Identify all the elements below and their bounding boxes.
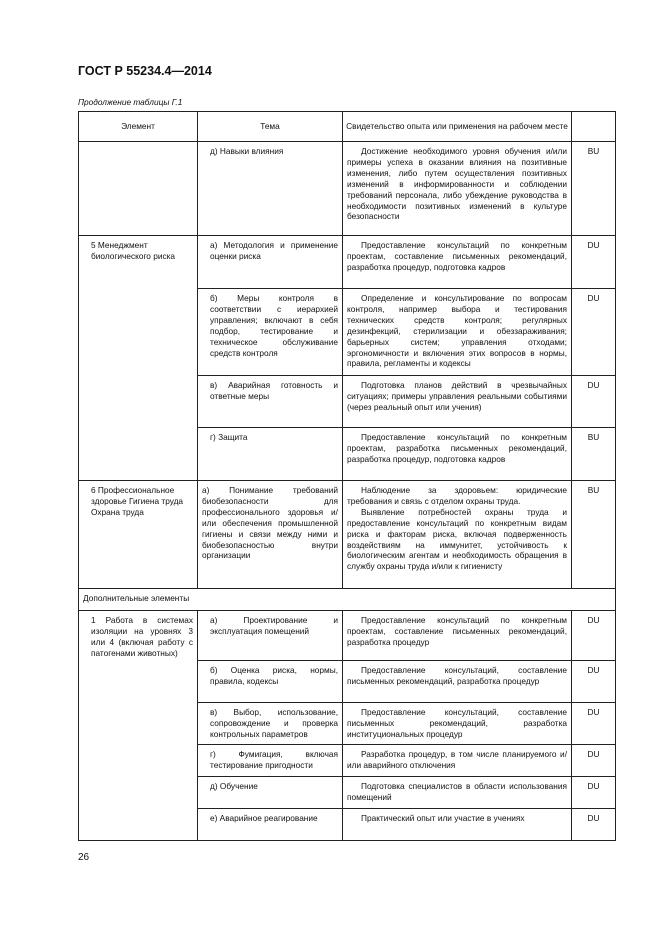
table-header-row xyxy=(79,112,616,142)
evidence-cell: Предоставление консультаций по конкретным проектам, разработка письменных рекомендаций, разработка процедур, подготовка кадров xyxy=(343,428,572,481)
table-row xyxy=(79,611,616,661)
table-row xyxy=(79,481,616,589)
table-row xyxy=(79,428,616,481)
topic-cell: б) Меры контроля в соответствии с иерархией управления; включают в себя подбор, тестирование и техническое обслуживание средств контроля xyxy=(198,289,343,376)
page-number: 26 xyxy=(78,852,90,863)
evidence-cell: Практический опыт или участие в учениях xyxy=(343,809,572,841)
evidence-cell: Предоставление консультаций, составление письменных рекомендаций, разработка процедур xyxy=(343,661,572,703)
table-row xyxy=(79,703,616,745)
table-row xyxy=(79,236,616,289)
element-cell xyxy=(79,745,198,777)
topic-cell: а) Проектирование и эксплуатация помещений xyxy=(198,611,343,661)
column-header-element: Элемент xyxy=(79,112,198,142)
table-row xyxy=(79,809,616,841)
code-cell: DU xyxy=(572,745,616,777)
evidence-cell: Разработка процедур, в том числе планируемого и/или аварийного отключения xyxy=(343,745,572,777)
element-cell xyxy=(79,661,198,703)
topic-cell: б) Оценка риска, нормы, правила, кодексы xyxy=(198,661,343,703)
element-cell xyxy=(79,289,198,376)
topic-cell: д) Навыки влияния xyxy=(198,142,343,236)
column-header-code xyxy=(572,112,616,142)
table-caption: Продолжение таблицы Г.1 xyxy=(78,97,183,107)
document-header: ГОСТ Р 55234.4—2014 xyxy=(78,64,212,78)
evidence-cell: Наблюдение за здоровьем: юридические требования и связь с отделом охраны труда. Выявление потребностей охраны труда и предоставление консультаций по конкретным видам риска и факторам риска, включая подверженность воздействиям на иммунитет, устойчивость к биологическим агентам и необходимость обращения в службу охраны труда и/или к гигиенисту xyxy=(343,481,572,589)
competency-table xyxy=(78,111,616,841)
code-cell: DU xyxy=(572,289,616,376)
code-cell: DU xyxy=(572,661,616,703)
topic-cell: г) Фумигация, включая тестирование пригодности xyxy=(198,745,343,777)
section-row xyxy=(79,589,616,611)
element-cell xyxy=(79,376,198,428)
evidence-cell: Предоставление консультаций, составление письменных рекомендаций, разработка институциональных процедур xyxy=(343,703,572,745)
column-header-evidence: Свидетельство опыта или применения на рабочем месте xyxy=(343,112,572,142)
code-cell: BU xyxy=(572,481,616,589)
table-row xyxy=(79,376,616,428)
table-row xyxy=(79,777,616,809)
table-row xyxy=(79,661,616,703)
evidence-cell: Предоставление консультаций по конкретным проектам, составление письменных рекомендаций, разработка процедур xyxy=(343,611,572,661)
code-cell: DU xyxy=(572,376,616,428)
table-row xyxy=(79,142,616,236)
evidence-cell: Подготовка планов действий в чрезвычайных ситуациях; примеры управления реальными событиями (через реальный опыт или учения) xyxy=(343,376,572,428)
column-header-topic: Тема xyxy=(198,112,343,142)
element-cell: 5 Менеджмент биологического риска xyxy=(79,236,198,289)
element-cell xyxy=(79,777,198,809)
code-cell: DU xyxy=(572,236,616,289)
code-cell: BU xyxy=(572,142,616,236)
table-row xyxy=(79,289,616,376)
code-cell: BU xyxy=(572,428,616,481)
topic-cell: е) Аварийное реагирование xyxy=(198,809,343,841)
evidence-cell: Предоставление консультаций по конкретным проектам, составление письменных рекомендаций, разработка процедур, подготовка кадров xyxy=(343,236,572,289)
element-cell xyxy=(79,703,198,745)
element-cell xyxy=(79,809,198,841)
evidence-cell: Определение и консультирование по вопросам контроля, например выбора и тестирования технических средств контроля; регулярных дезинфекций, стерилизации и обеззараживания; барьерных систем; управления отходами; эргономичности и включения этих вопросов в нормы, правила, регламенты и кодексы xyxy=(343,289,572,376)
topic-cell: а) Понимание требований биобезопасности для профессионального здоровья и/или обеспечения промышленной гигиены и связи между ними и биобезопасностью внутри организации xyxy=(198,481,343,589)
topic-cell: д) Обучение xyxy=(198,777,343,809)
code-cell: DU xyxy=(572,611,616,661)
code-cell: DU xyxy=(572,703,616,745)
code-cell: DU xyxy=(572,809,616,841)
topic-cell: г) Защита xyxy=(198,428,343,481)
element-cell: 1 Работа в системах изоляции на уровнях 3 или 4 (включая работу с патогенами животных) xyxy=(79,611,198,661)
topic-cell: в) Выбор, использование, сопровождение и проверка контрольных параметров xyxy=(198,703,343,745)
table-row xyxy=(79,745,616,777)
element-cell: 6 Профессиональное здоровье Гигиена труда Охрана труда xyxy=(79,481,198,589)
topic-cell: а) Методология и применение оценки риска xyxy=(198,236,343,289)
element-cell xyxy=(79,428,198,481)
code-cell: DU xyxy=(572,777,616,809)
element-cell xyxy=(79,142,198,236)
topic-cell: в) Аварийная готовность и ответные меры xyxy=(198,376,343,428)
evidence-cell: Достижение необходимого уровня обучения и/или примеры успеха в оказании влияния на позитивные изменения, либо путем осуществления позитивных изменений в информированности и соблюдении требований персонала, либо убеждение руководства в необходимости позитивных изменений в культуре безопасности xyxy=(343,142,572,236)
evidence-cell: Подготовка специалистов в области использования помещений xyxy=(343,777,572,809)
section-label: Дополнительные элементы xyxy=(79,589,616,611)
